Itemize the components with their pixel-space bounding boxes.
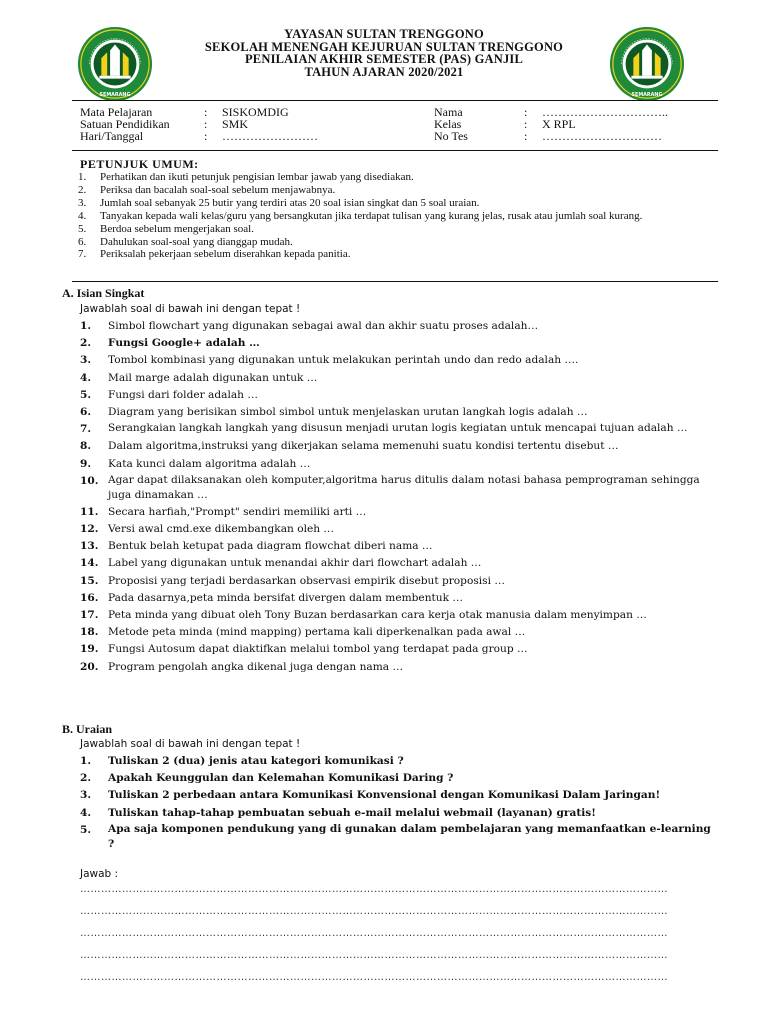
question-number: 18. [80,626,99,639]
question-number: 1. [80,320,92,332]
question-text: Tuliskan 2 (dua) jenis atau kategori komunikasi ? [108,755,404,767]
section-a-questions [80,318,720,676]
question-number: 8. [80,440,92,453]
list-item: 7. Periksalah pekerjaan sebelum diserahkan kepada panitia. [78,248,351,261]
question-text: Secara harfiah,"Prompt" sendiri memiliki arti … [108,505,367,518]
question-number: 10. [80,474,99,487]
section-b-intro: Jawablah soal di bawah ini dengan tepat ! [80,738,301,750]
info-left [80,106,318,142]
academic-year: TAHUN AJARAN 2020/2021 [304,64,464,79]
question-text: Bentuk belah ketupat pada diagram flowchat diberi nama … [108,540,433,553]
question-number: 5. [80,388,92,401]
instructions-list [78,171,738,261]
school-logo-right [608,24,686,104]
unit-value: SMK [222,117,249,131]
question-a-7 [80,421,720,438]
question-a-5 [80,387,720,404]
question-a-9 [80,456,720,473]
question-number: 16. [80,591,99,604]
document-header [0,24,768,104]
question-text: Fungsi dari folder adalah … [108,388,258,401]
answer-line-1[interactable]: …………………………………………………………………………………………………………………………………………………… [80,884,668,895]
list-item: 6. Dahulukan soal-soal yang dianggap mudah. [78,235,293,248]
question-text: Simbol flowchart yang digunakan sebagai awal dan akhir suatu proses adalah… [108,320,539,332]
info-row-name: Nama : ………………………….. [434,105,668,119]
question-a-15 [80,573,720,590]
foundation-name: YAYASAN SULTAN TRENGGONO [284,27,484,41]
question-b-5 [80,822,720,852]
section-a-title: A. Isian Singkat [62,286,145,300]
question-text: Metode peta minda (mind mapping) pertama kali diperkenalkan pada awal … [108,626,526,639]
question-a-12 [80,521,720,538]
question-text: Versi awal cmd.exe dikembangkan oleh … [108,523,335,536]
question-number: 7. [80,423,92,436]
school-logo-left [76,24,154,104]
info-row-date: Hari/Tanggal : …………………… [80,129,318,143]
list-item: 1. Perhatikan dan ikuti petunjuk pengisian lembar jawab yang disediakan. [78,171,414,183]
svg-text:SEMARANG: SEMARANG [99,92,131,99]
question-a-8 [80,438,720,455]
question-a-11 [80,504,720,521]
list-item: 3. Jumlah soal sebanyak 25 butir yang terdiri atas 20 soal isian singkat dan 5 soal uraian. [78,196,480,209]
question-number: 15. [80,574,99,587]
list-item: 5. Berdoa sebelum mengerjakan soal. [78,222,254,235]
question-number: 1. [80,755,92,767]
question-text: Fungsi Autosum dapat diaktifkan melalui tombol yang terdapat pada group … [108,643,528,656]
question-b-4 [80,805,720,822]
info-row-class: Kelas : X RPL [434,117,576,131]
svg-text:SEMARANG: SEMARANG [631,92,663,99]
question-text: Diagram yang berisikan simbol simbol untuk menjelaskan urutan langkah logis adalah … [108,406,588,419]
question-text: Label yang digunakan untuk menandai akhir dari flowchart adalah … [108,557,482,570]
section-b-title: B. Uraian [62,722,113,736]
question-a-6 [80,404,720,421]
question-a-19 [80,641,720,658]
exam-name: PENILAIAN AKHIR SEMESTER (PAS) GANJIL [244,52,524,66]
question-text: Apakah Keunggulan dan Kelemahan Komunikasi Daring ? [108,772,454,785]
name-value: ………………………….. [542,105,668,119]
question-text: Program pengolah angka dikenal juga dengan nama … [108,660,404,673]
header-divider [72,100,718,101]
question-number: 11. [80,505,99,518]
question-number: 17. [80,609,99,622]
question-text: Agar dapat dilaksanakan oleh komputer,algoritma harus ditulis dalam notasi bahasa pemprograman sehingga juga dinamakan … [108,473,700,502]
info-row-test-number: No Tes : ………………………… [434,129,662,143]
question-text: Proposisi yang terjadi berdasarkan observasi empirik disebut proposisi … [108,574,505,587]
question-text: Tuliskan tahap-tahap pembuatan sebuah e-mail melalui webmail (layanan) gratis! [108,806,596,819]
question-a-2 [80,335,720,352]
question-text: Tombol kombinasi yang digunakan untuk melakukan perintah undo dan redo adalah …. [108,354,579,367]
question-number: 9. [80,457,92,470]
question-a-4 [80,370,720,387]
question-text: Apa saja komponen pendukung yang di gunakan dalam pembelajaran yang memanfaatkan e-learning ? [108,822,711,850]
question-a-3 [80,352,720,369]
answer-line-3[interactable]: …………………………………………………………………………………………………………………………………………………… [80,928,668,939]
section-a-intro: Jawablah soal di bawah ini dengan tepat ! [80,303,301,315]
answer-line-2[interactable]: …………………………………………………………………………………………………………………………………………………… [80,906,668,917]
question-a-14 [80,555,720,572]
school-header-text [160,28,608,78]
question-text: Kata kunci dalam algoritma adalah … [108,457,311,470]
list-item: 2. Periksa dan bacalah soal-soal sebelum menjawabnya. [78,183,336,196]
info-divider [72,150,718,151]
question-text: Pada dasarnya,peta minda bersifat divergen dalam membentuk … [108,591,463,604]
question-number: 12. [80,523,99,536]
question-number: 3. [80,354,92,367]
answer-line-4[interactable]: …………………………………………………………………………………………………………………………………………………… [80,950,668,961]
question-text: Dalam algoritma,instruksi yang dikerjakan selama memenuhi suatu kondisi tertentu disebut … [108,440,619,453]
info-row-subject: Mata Pelajaran : SISKOMDIG [80,105,289,119]
question-a-20 [80,659,720,676]
subject-value: SISKOMDIG [222,105,289,119]
instructions-title: PETUNJUK UMUM: [80,157,199,171]
question-text: Mail marge adalah digunakan untuk … [108,371,318,384]
question-number: 13. [80,540,99,553]
question-number: 2. [80,337,92,350]
test-number-value: ………………………… [542,129,662,143]
question-text: Peta minda yang dibuat oleh Tony Buzan berdasarkan cara kerja otak manusia dalam menyimpan … [108,609,647,622]
question-number: 5. [80,823,92,836]
question-a-16 [80,590,720,607]
question-text: Serangkaian langkah langkah yang disusun menjadi urutan logis kegiatan untuk mencapai tujuan adalah … [108,422,688,435]
question-number: 2. [80,772,92,785]
question-b-2 [80,770,720,787]
question-number: 14. [80,557,99,570]
section-b-questions [80,753,720,852]
question-a-17 [80,607,720,624]
answer-label: Jawab : [80,868,119,880]
question-number: 6. [80,406,92,419]
instructions-divider [72,281,718,282]
question-a-13 [80,538,720,555]
class-value: X RPL [542,117,576,131]
question-a-18 [80,624,720,641]
info-right [434,106,668,142]
question-text: Fungsi Google+ adalah … [108,337,260,350]
list-item: 4. Tanyakan kepada wali kelas/guru yang bersangkutan jika terdapat tulisan yang kurang jelas, rusak atau jumlah soal kurang. [78,209,643,222]
question-b-3 [80,787,720,804]
answer-line-5[interactable]: …………………………………………………………………………………………………………………………………………………… [80,972,668,983]
question-number: 3. [80,789,92,802]
school-name: SEKOLAH MENENGAH KEJURUAN SULTAN TRENGGONO [204,39,564,54]
question-number: 4. [80,806,92,819]
question-b-1 [80,753,720,770]
question-number: 4. [80,371,92,384]
question-a-10 [80,473,720,504]
question-text: Tuliskan 2 perbedaan antara Komunikasi Konvensional dengan Komunikasi Dalam Jaringan! [108,789,661,802]
question-number: 20. [80,660,99,673]
date-value: …………………… [222,129,318,143]
question-number: 19. [80,643,99,656]
question-a-1 [80,318,720,335]
info-row-unit: Satuan Pendidikan : SMK [80,117,249,131]
